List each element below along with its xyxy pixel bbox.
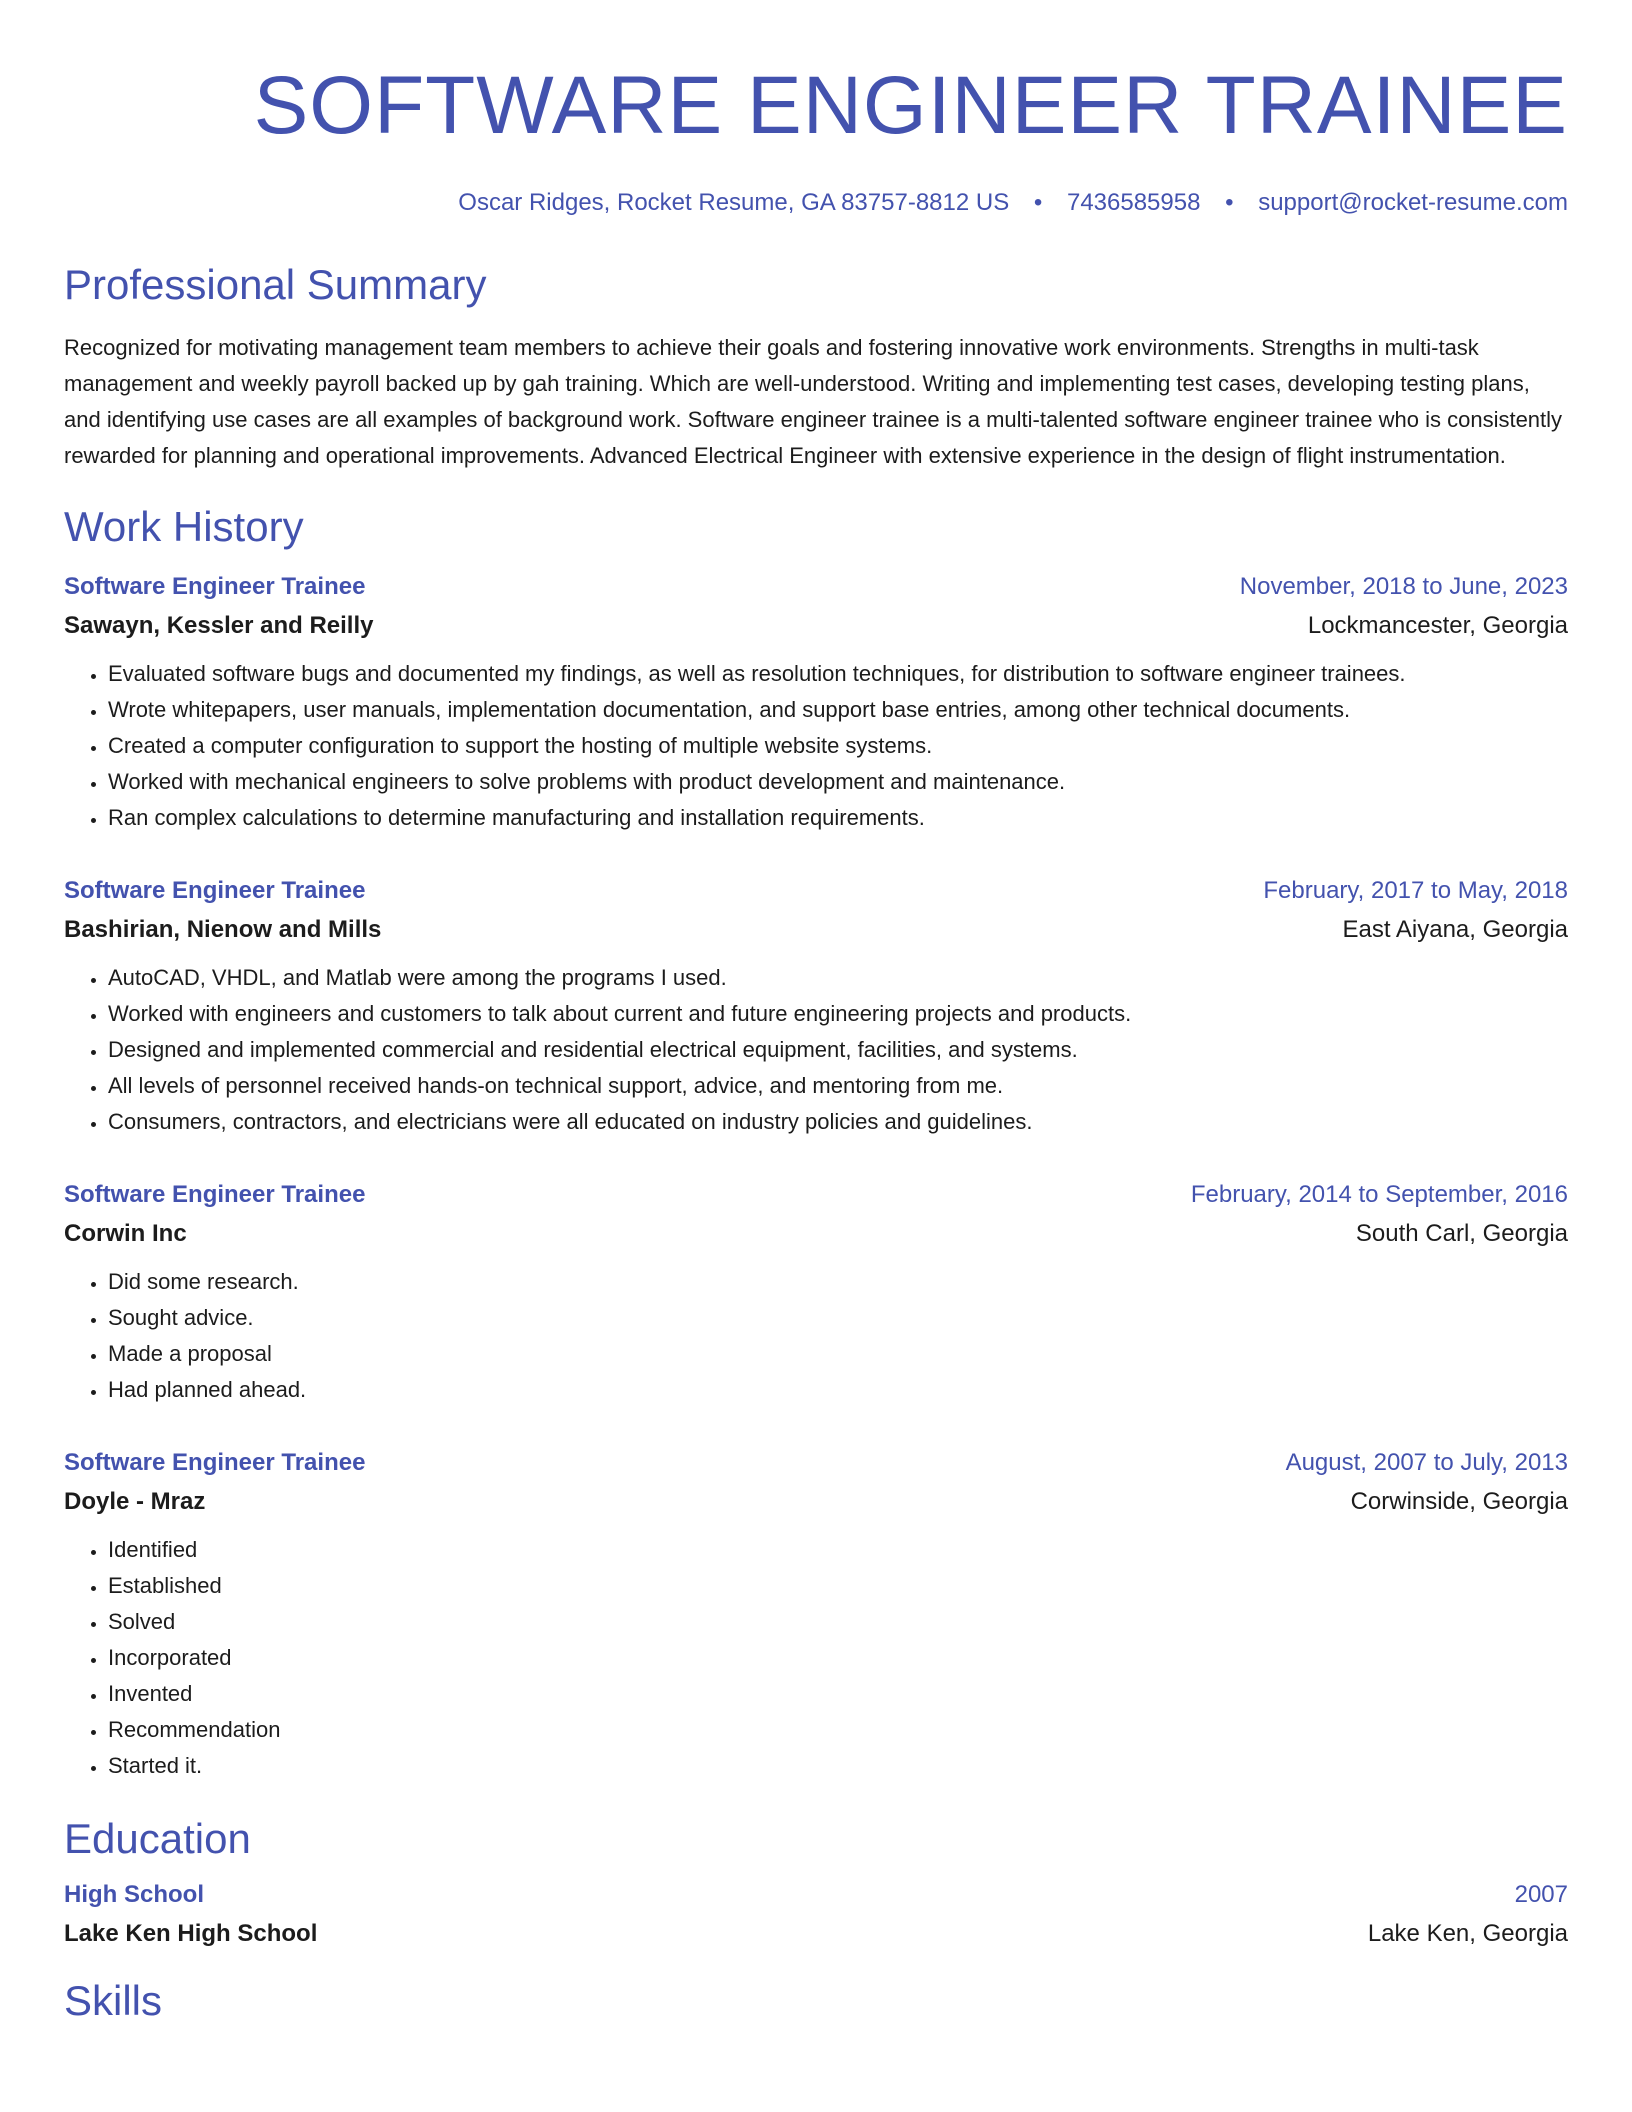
job-bullet: • Ran complex calculations to determine manufacturing and installation requirements.: [108, 800, 1568, 836]
education-entry: [64, 1876, 1568, 1954]
job-header-row: [64, 1444, 1568, 1482]
job-bullet: • Made a proposal: [108, 1336, 1568, 1372]
job-company: Sawayn, Kessler and Reilly: [64, 612, 374, 639]
education-section: [64, 1814, 1568, 1954]
job-role: Software Engineer Trainee: [64, 877, 366, 904]
work-history-section: [64, 502, 1568, 1784]
job-company-row: [64, 910, 1568, 950]
job-role: Software Engineer Trainee: [64, 1449, 366, 1476]
job-bullet: • Designed and implemented commercial and residential electrical equipment, facilities, and systems.: [108, 1032, 1568, 1068]
job-company-row: [64, 1214, 1568, 1254]
contact-separator: •: [1225, 189, 1234, 216]
contact-email: support@rocket-resume.com: [1258, 189, 1568, 216]
job-dates: August, 2007 to July, 2013: [1285, 1449, 1568, 1476]
job-location: Corwinside, Georgia: [1350, 1488, 1568, 1515]
job-bullet: • Started it.: [108, 1748, 1568, 1784]
job-bullet: • AutoCAD, VHDL, and Matlab were among the programs I used.: [108, 960, 1568, 996]
job-company: Corwin Inc: [64, 1220, 187, 1247]
education-year: 2007: [1514, 1881, 1568, 1908]
contact-separator: •: [1033, 189, 1043, 216]
job-location: South Carl, Georgia: [1355, 1220, 1568, 1247]
job-bullet: • Incorporated: [108, 1640, 1568, 1676]
job-entry: [64, 1444, 1568, 1784]
job-location: East Aiyana, Georgia: [1342, 916, 1568, 943]
job-bullet: • Evaluated software bugs and documented my findings, as well as resolution techniques, for distribution to software engineer trainees.: [108, 656, 1568, 692]
summary-heading: Professional Summary: [64, 261, 487, 308]
education-school-row: [64, 1914, 1568, 1954]
job-role: Software Engineer Trainee: [64, 1181, 366, 1208]
job-dates: November, 2018 to June, 2023: [1239, 573, 1568, 600]
job-bullet: • Established: [108, 1568, 1568, 1604]
job-header-row: [64, 1176, 1568, 1214]
job-company: Doyle - Mraz: [64, 1488, 206, 1515]
job-header-row: [64, 568, 1568, 606]
work-history-heading: Work History: [64, 503, 304, 550]
job-bullets: [64, 1264, 1568, 1408]
job-bullet: • Worked with mechanical engineers to solve problems with product development and maintenance.: [108, 764, 1568, 800]
job-company: Bashirian, Nienow and Mills: [64, 916, 382, 943]
education-degree: High School: [64, 1881, 204, 1908]
contact-line: [64, 188, 1568, 218]
skills-section: [64, 1976, 1568, 2026]
resume-title: SOFTWARE ENGINEER TRAINEE: [253, 60, 1568, 151]
job-role: Software Engineer Trainee: [64, 573, 366, 600]
education-location: Lake Ken, Georgia: [1367, 1920, 1568, 1947]
job-dates: February, 2017 to May, 2018: [1263, 877, 1568, 904]
job-bullet: • Sought advice.: [108, 1300, 1568, 1336]
job-bullet: • Worked with engineers and customers to talk about current and future engineering projects and products.: [108, 996, 1568, 1032]
resume-header: [64, 0, 1568, 218]
job-entry: [64, 1176, 1568, 1408]
job-dates: February, 2014 to September, 2016: [1190, 1181, 1568, 1208]
job-bullets: [64, 656, 1568, 836]
summary-text: Recognized for motivating management team members to achieve their goals and fostering innovative work environments. Strengths in multi-task management and weekly payroll backed up by gah training. Which are well-understood. Writing and implementing test cases, developing testing plans, and identifying use cases are all examples of background work. Software engineer trainee is a multi-talented software engineer trainee who is consistently rewarded for planning and operational improvements. Advanced Electrical Engineer with extensive experience in the design of flight instrumentation.: [64, 335, 1563, 468]
job-bullet: • All levels of personnel received hands-on technical support, advice, and mentoring from me.: [108, 1068, 1568, 1104]
job-bullet: • Recommendation: [108, 1712, 1568, 1748]
skills-heading: Skills: [64, 1977, 163, 2024]
job-bullet: • Consumers, contractors, and electricians were all educated on industry policies and guidelines.: [108, 1104, 1568, 1140]
job-bullet: • Had planned ahead.: [108, 1372, 1568, 1408]
job-bullet: • Identified: [108, 1532, 1568, 1568]
job-bullet: • Invented: [108, 1676, 1568, 1712]
education-heading: Education: [64, 1815, 251, 1862]
job-company-row: [64, 606, 1568, 646]
summary-section: [64, 260, 1568, 474]
job-bullet: • Created a computer configuration to support the hosting of multiple website systems.: [108, 728, 1568, 764]
education-header-row: [64, 1876, 1568, 1914]
job-header-row: [64, 872, 1568, 910]
contact-phone: 7436585958: [1066, 189, 1201, 216]
job-entry: [64, 872, 1568, 1140]
job-bullet: • Wrote whitepapers, user manuals, implementation documentation, and support base entries, among other technical documents.: [108, 692, 1568, 728]
job-bullet: • Solved: [108, 1604, 1568, 1640]
education-school: Lake Ken High School: [64, 1920, 318, 1947]
job-entry: [64, 568, 1568, 836]
job-bullet: • Did some research.: [108, 1264, 1568, 1300]
job-location: Lockmancester, Georgia: [1307, 612, 1568, 639]
job-bullets: [64, 1532, 1568, 1784]
job-bullets: [64, 960, 1568, 1140]
contact-address: Oscar Ridges, Rocket Resume, GA 83757-8812 US: [458, 189, 1010, 216]
job-company-row: [64, 1482, 1568, 1522]
